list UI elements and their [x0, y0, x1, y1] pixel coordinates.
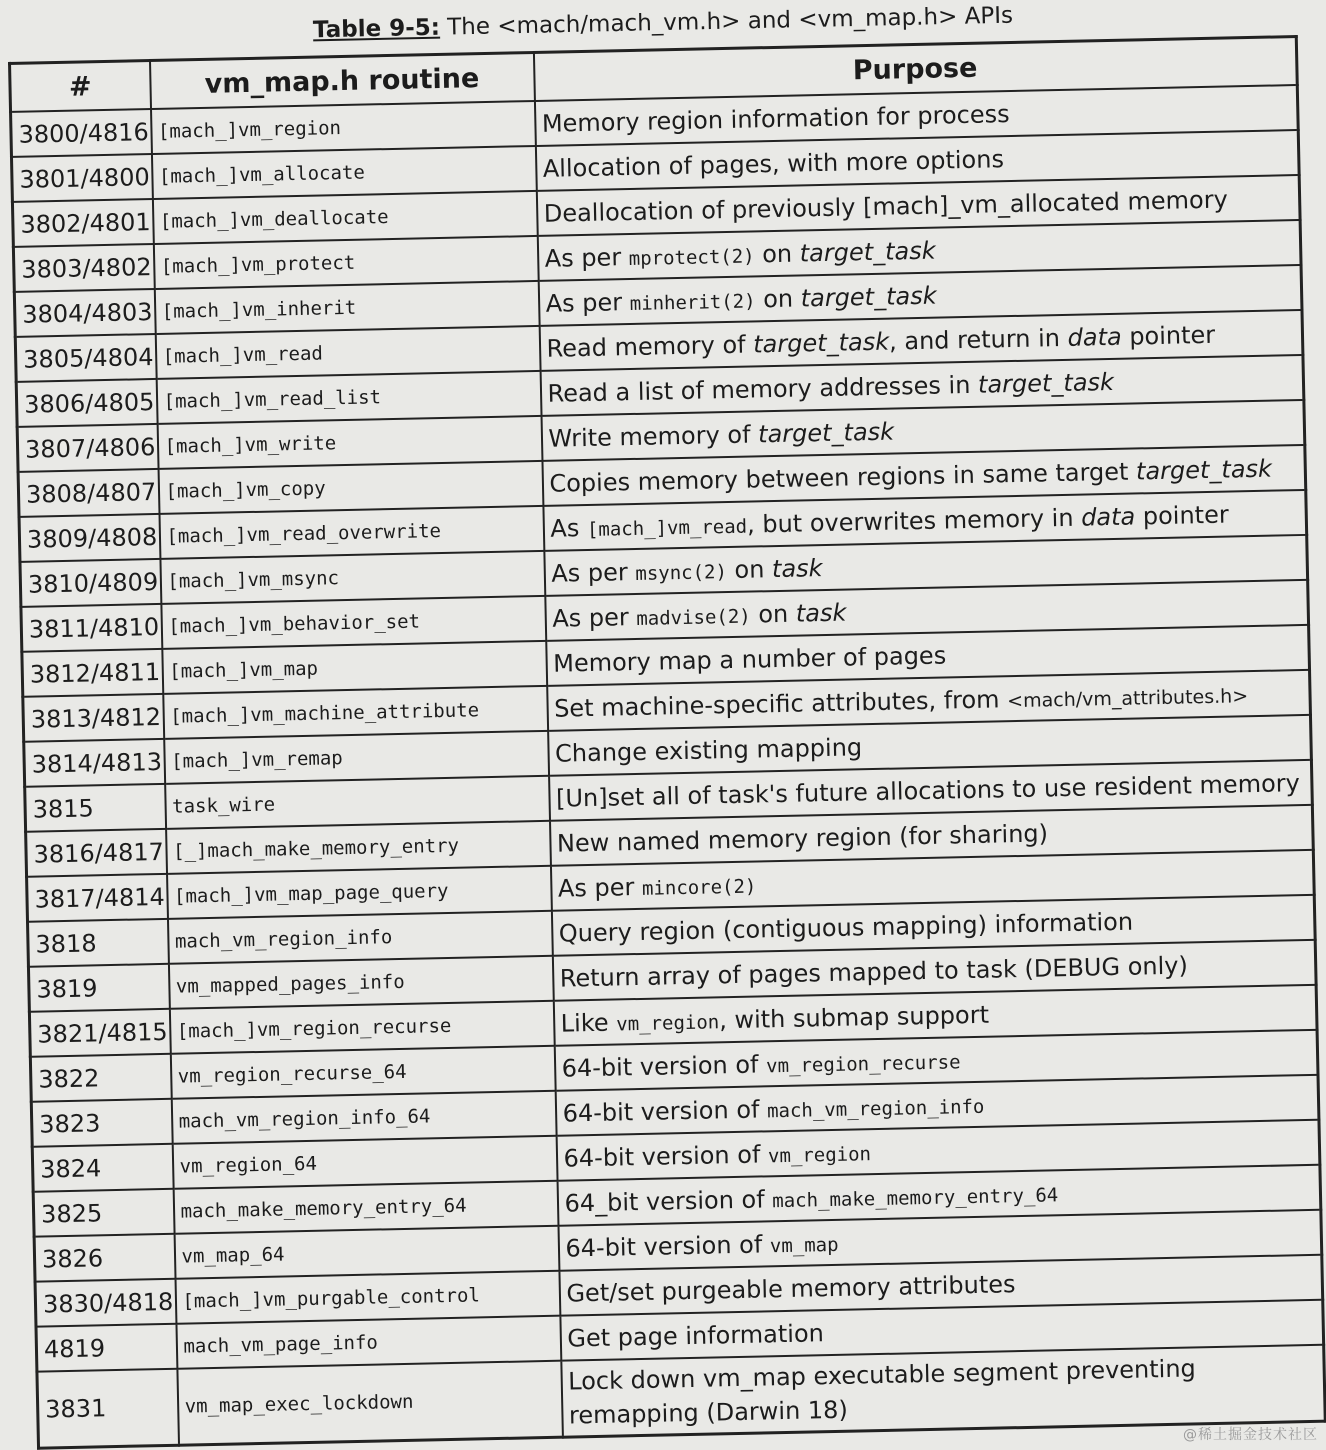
routine-name-cell: [mach_]vm_behavior_set [161, 596, 546, 649]
syscall-number-cell: 3819 [28, 964, 169, 1012]
purpose-text-fragment: pointer [1121, 320, 1216, 351]
purpose-code-fragment: vm_region_recurse [765, 1050, 961, 1077]
purpose-text-fragment: 64-bit version of [565, 1229, 771, 1263]
purpose-italic-fragment: task [795, 598, 847, 628]
purpose-text-fragment: Change existing mapping [554, 732, 863, 768]
routine-name-cell: task_wire [165, 776, 550, 829]
routine-name-cell: [mach_]vm_msync [160, 551, 545, 604]
syscall-number-cell: 3807/4806 [17, 424, 158, 472]
caption-title-plain: The [446, 13, 491, 41]
purpose-text-fragment: , with submap support [718, 1000, 990, 1034]
syscall-number-cell: 3831 [37, 1369, 179, 1448]
caption-header2: <vm_map.h> [798, 3, 958, 34]
routine-name-cell: [mach_]vm_machine_attribute [163, 686, 548, 739]
purpose-italic-fragment: target_task [757, 417, 895, 448]
routine-name-cell: mach_make_memory_entry_64 [173, 1181, 558, 1234]
purpose-italic-fragment: target_task [977, 367, 1115, 399]
purpose-text-fragment: Lock down vm_map executable segment preventing remapping (Darwin 18) [567, 1354, 1197, 1430]
purpose-text-fragment: As [550, 513, 588, 543]
syscall-number-cell: 3805/4804 [15, 334, 156, 382]
syscall-number-cell: 3826 [34, 1234, 175, 1282]
syscall-number-cell: 3825 [33, 1189, 174, 1237]
purpose-text-fragment: Get page information [567, 1318, 825, 1353]
purpose-text-fragment: pointer [1134, 500, 1229, 530]
syscall-number-cell: 3804/4803 [14, 289, 155, 337]
purpose-text-fragment: Read a list of memory addresses in [547, 370, 979, 408]
purpose-code-fragment: mach_vm_region_info [766, 1095, 985, 1122]
purpose-text-fragment: 64-bit version of [562, 1094, 768, 1128]
routine-name-cell: [mach_]vm_region [151, 101, 536, 154]
purpose-text-fragment: As per [557, 872, 643, 903]
purpose-text-fragment: As per [545, 287, 630, 318]
routine-name-cell: [mach_]vm_read_overwrite [159, 506, 544, 559]
purpose-text-fragment: Get/set purgeable memory attributes [566, 1269, 1016, 1308]
purpose-header-fragment: <mach/vm_attributes.h> [1006, 684, 1249, 712]
column-header-number: # [10, 61, 151, 112]
purpose-text-fragment: on [755, 283, 801, 313]
purpose-text-fragment: on [726, 554, 773, 584]
purpose-code-fragment: mprotect(2) [628, 244, 755, 270]
routine-name-cell: [mach_]vm_deallocate [152, 191, 537, 244]
syscall-number-cell: 3801/4800 [11, 154, 152, 202]
purpose-text-fragment: Write memory of [548, 419, 759, 453]
routine-name-cell: [mach_]vm_inherit [154, 281, 539, 334]
routine-name-cell: [mach_]vm_map [162, 641, 547, 694]
routine-name-cell: [mach_]vm_purgable_control [175, 1271, 560, 1324]
column-header-purpose: Purpose [533, 37, 1297, 101]
purpose-code-fragment: vm_map [769, 1233, 839, 1257]
routine-name-cell: vm_region_recurse_64 [170, 1046, 555, 1099]
caption-suffix: APIs [964, 2, 1014, 30]
syscall-number-cell: 3818 [28, 919, 169, 967]
purpose-text-fragment: As per [551, 602, 637, 633]
syscall-number-cell: 3817/4814 [27, 874, 168, 922]
purpose-italic-fragment: data [1067, 322, 1122, 352]
caption-label: Table 9-5: [312, 14, 441, 44]
syscall-number-cell: 3816/4817 [26, 829, 167, 877]
purpose-code-fragment: mincore(2) [641, 875, 757, 900]
routine-name-cell: [mach_]vm_remap [164, 731, 549, 784]
syscall-number-cell: 3806/4805 [16, 379, 157, 427]
syscall-number-cell: 3803/4802 [13, 244, 154, 292]
syscall-number-cell: 3810/4809 [20, 559, 161, 607]
purpose-code-fragment: minherit(2) [629, 289, 756, 315]
syscall-number-cell: 3814/4813 [24, 739, 165, 787]
syscall-number-cell: 3802/4801 [12, 199, 153, 247]
purpose-text-fragment: Query region (contiguous mapping) information [558, 907, 1134, 948]
purpose-text-fragment: New named memory region (for sharing) [556, 818, 1049, 858]
purpose-text-fragment: Return array of pages mapped to task (DEBUG only) [559, 950, 1189, 993]
purpose-text-fragment: , but overwrites memory in [746, 503, 1082, 539]
syscall-number-cell: 3822 [30, 1054, 171, 1102]
routine-name-cell: [mach_]vm_region_recurse [169, 1001, 554, 1054]
purpose-text-fragment: Read memory of [546, 329, 754, 363]
table-body [11, 85, 1326, 1448]
purpose-code-fragment: msync(2) [635, 560, 728, 585]
syscall-number-cell: 3809/4808 [19, 514, 160, 562]
purpose-italic-fragment: target_task [800, 281, 937, 312]
syscall-number-cell: 3811/4810 [21, 604, 162, 652]
purpose-text-fragment: Memory region information for process [541, 99, 1010, 138]
routine-name-cell: mach_vm_page_info [176, 1316, 561, 1369]
purpose-italic-fragment: data [1080, 501, 1136, 532]
purpose-text-fragment: Set machine-specific attributes, from [553, 684, 1008, 723]
routine-name-cell: mach_vm_region_info [167, 911, 552, 964]
purpose-italic-fragment: target_task [752, 327, 890, 358]
purpose-text-fragment: As per [551, 557, 636, 588]
routine-name-cell: [mach_]vm_copy [158, 461, 543, 514]
purpose-text-fragment: 64_bit version of [564, 1184, 773, 1218]
syscall-number-cell: 3830/4818 [35, 1279, 176, 1327]
syscall-number-cell: 3800/4816 [11, 109, 152, 157]
routine-name-cell: [mach_]vm_read_list [156, 371, 541, 424]
purpose-text-fragment: 64-bit version of [563, 1139, 769, 1173]
routine-name-cell: [mach_]vm_protect [153, 236, 538, 289]
syscall-number-cell: 3808/4807 [18, 469, 159, 517]
syscall-number-cell: 3824 [32, 1144, 173, 1192]
purpose-text-fragment: on [754, 238, 801, 268]
syscall-number-cell: 4819 [36, 1324, 177, 1372]
purpose-text-fragment: Like [560, 1007, 617, 1038]
watermark: @稀土掘金技术社区 [1183, 1427, 1318, 1443]
purpose-text-fragment: As per [544, 242, 630, 273]
routine-name-cell: [mach_]vm_write [157, 416, 542, 469]
syscall-number-cell: 3821/4815 [29, 1009, 170, 1057]
routine-name-cell: [_]mach_make_memory_entry [166, 821, 551, 874]
syscall-number-cell: 3812/4811 [22, 649, 163, 697]
routine-name-cell: vm_region_64 [172, 1136, 557, 1189]
purpose-code-fragment: vm_region [616, 1010, 720, 1035]
routine-name-cell: vm_mapped_pages_info [168, 956, 553, 1009]
routine-name-cell: mach_vm_region_info_64 [171, 1091, 556, 1144]
syscall-number-cell: 3815 [25, 784, 166, 832]
purpose-text-fragment: 64-bit version of [561, 1049, 767, 1083]
purpose-text-fragment: on [750, 599, 797, 629]
purpose-text-fragment: Allocation of pages, with more options [542, 144, 1005, 183]
purpose-text-fragment: [Un]set all of task's future allocations to use resident memory [555, 768, 1301, 813]
routine-name-cell: vm_map_64 [174, 1226, 559, 1279]
caption-header1: <mach/mach_vm.h> [497, 8, 741, 40]
purpose-italic-fragment: task [771, 553, 823, 583]
api-table-sheet [8, 35, 1326, 1450]
routine-name-cell: [mach_]vm_read [155, 326, 540, 379]
purpose-text-fragment: Copies memory between regions in same target [549, 456, 1137, 498]
syscall-number-cell: 3813/4812 [23, 694, 164, 742]
purpose-code-fragment: [mach_]vm_read [586, 515, 748, 541]
syscall-number-cell: 3823 [31, 1099, 172, 1147]
routine-name-cell: [mach_]vm_map_page_query [167, 866, 552, 919]
purpose-code-fragment: mach_make_memory_entry_64 [772, 1183, 1059, 1212]
routine-name-cell: [mach_]vm_allocate [151, 146, 536, 199]
purpose-code-fragment: vm_region [767, 1142, 872, 1167]
purpose-code-fragment: madvise(2) [636, 605, 751, 630]
purpose-text-fragment: Deallocation of previously [mach]_vm_allocated memory [543, 184, 1229, 228]
purpose-text-fragment: Memory map a number of pages [552, 640, 947, 678]
purpose-italic-fragment: target_task [1135, 454, 1273, 485]
column-header-routine: vm_map.h routine [150, 52, 535, 109]
api-table [8, 35, 1326, 1450]
caption-and: and [747, 7, 792, 35]
purpose-text-fragment: , and return in [888, 323, 1068, 356]
routine-name-cell: vm_map_exec_lockdown [177, 1361, 563, 1446]
purpose-italic-fragment: target_task [799, 236, 936, 267]
